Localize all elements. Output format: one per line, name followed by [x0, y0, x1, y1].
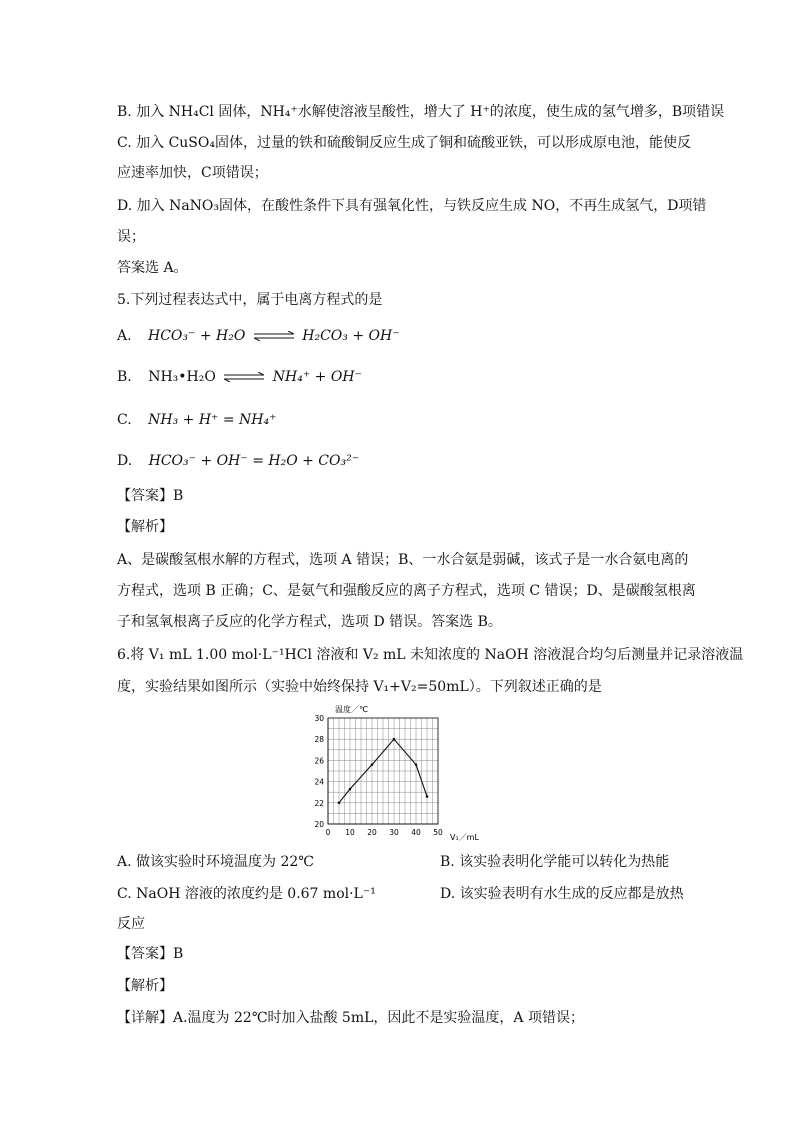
option-5d [117, 451, 359, 471]
x-tick-label: 20 [367, 828, 377, 837]
question-5: 5.下列过程表达式中，属于电离方程式的是 [117, 292, 383, 308]
y-axis-label: 温度／℃ [335, 705, 368, 714]
data-point [371, 763, 374, 766]
option-label: D. [117, 453, 133, 469]
x-tick-label: 50 [433, 828, 443, 837]
equilibrium-arrow-icon [224, 372, 264, 382]
data-point [349, 788, 352, 791]
text-line: 误； [117, 229, 145, 245]
text-line: B. 加入 NH₄Cl 固体，NH₄⁺水解使溶液呈酸性，增大了 H⁺的浓度，使生成的氢气增多，B项错误 [117, 104, 725, 120]
x-tick-label: 10 [345, 828, 355, 837]
analysis-heading-6: 【解析】 [117, 978, 173, 994]
text-line: A、是碳酸氢根水解的方程式，选项 A 错误；B、一水合氨是弱碱，该式子是一水合氨电离的 [117, 552, 689, 568]
y-tick-label: 22 [314, 798, 324, 808]
text-line: 答案选 A。 [117, 260, 188, 276]
y-tick-label: 24 [314, 777, 324, 787]
option-5a [117, 326, 400, 346]
option-6c: C. NaOH 溶液的浓度约是 0.67 mol·L⁻¹ [117, 886, 376, 902]
text-line: 子和氢氧根离子反应的化学方程式，选项 D 错误。答案选 B。 [117, 614, 502, 630]
option-label: B. [117, 369, 132, 385]
question-6-line1: 6.将 V₁ mL 1.00 mol·L⁻¹HCl 溶液和 V₂ mL 未知浓度的 NaOH 溶液混合均匀后测量并记录溶液温 [117, 647, 744, 663]
data-point [426, 795, 429, 798]
equation: HCO₃⁻ + OH⁻ = H₂O + CO₃²⁻ [148, 453, 360, 469]
data-point [393, 738, 396, 741]
data-point [338, 802, 341, 805]
option-label: C. [117, 412, 132, 428]
detail-line: 【详解】A.温度为 22℃时加入盐酸 5mL，因此不是实验温度，A 项错误； [117, 1010, 584, 1026]
text-line: D. 加入 NaNO₃固体，在酸性条件下具有强氧化性，与铁反应生成 NO，不再生成氢气，D项错 [117, 198, 707, 214]
equation-right: NH₄⁺ + OH⁻ [272, 369, 362, 385]
x-tick-label: 30 [389, 828, 399, 837]
chart-grid [328, 718, 438, 824]
option-6b: B. 该实验表明化学能可以转化为热能 [440, 854, 670, 870]
temperature-chart [300, 702, 500, 844]
x-tick-label: 40 [411, 828, 421, 837]
option-label: A. [117, 328, 132, 344]
data-point [415, 763, 418, 766]
option-6a: A. 做该实验时环境温度为 22℃ [117, 854, 314, 870]
y-tick-label: 30 [314, 714, 324, 723]
text-line: C. 加入 CuSO₄固体，过量的铁和硫酸铜反应生成了铜和硫酸亚铁，可以形成原电池，能使反 [117, 135, 691, 151]
equation-right: H₂CO₃ + OH⁻ [302, 328, 400, 344]
question-6-line2: 度，实验结果如图所示（实验中始终保持 V₁+V₂=50mL）。下列叙述正确的是 [117, 679, 602, 695]
x-tick-label: 0 [325, 828, 331, 837]
option-6d-continued: 反应 [117, 916, 145, 932]
analysis-heading-5: 【解析】 [117, 519, 173, 535]
option-6d: D. 该实验表明有水生成的反应都是放热 [440, 886, 684, 902]
answer-5: 【答案】B [117, 488, 184, 504]
y-tick-label: 20 [314, 820, 324, 829]
equilibrium-arrow-icon [254, 331, 294, 341]
answer-6: 【答案】B [117, 946, 184, 962]
x-axis-label: V₁／mL [450, 833, 479, 842]
y-tick-label: 28 [314, 735, 324, 745]
equation: NH₃ + H⁺ = NH₄⁺ [148, 412, 277, 428]
equation-left: HCO₃⁻ + H₂O [148, 328, 246, 344]
text-line: 方程式，选项 B 正确；C、是氨气和强酸反应的离子方程式，选项 C 错误；D、是碳酸氢根离 [117, 583, 696, 599]
text-line: 应速率加快，C项错误； [117, 165, 268, 181]
y-tick-label: 26 [314, 756, 324, 766]
option-5c [117, 410, 277, 430]
option-5b [117, 367, 362, 387]
equation-left: NH₃•H₂O [148, 369, 216, 385]
